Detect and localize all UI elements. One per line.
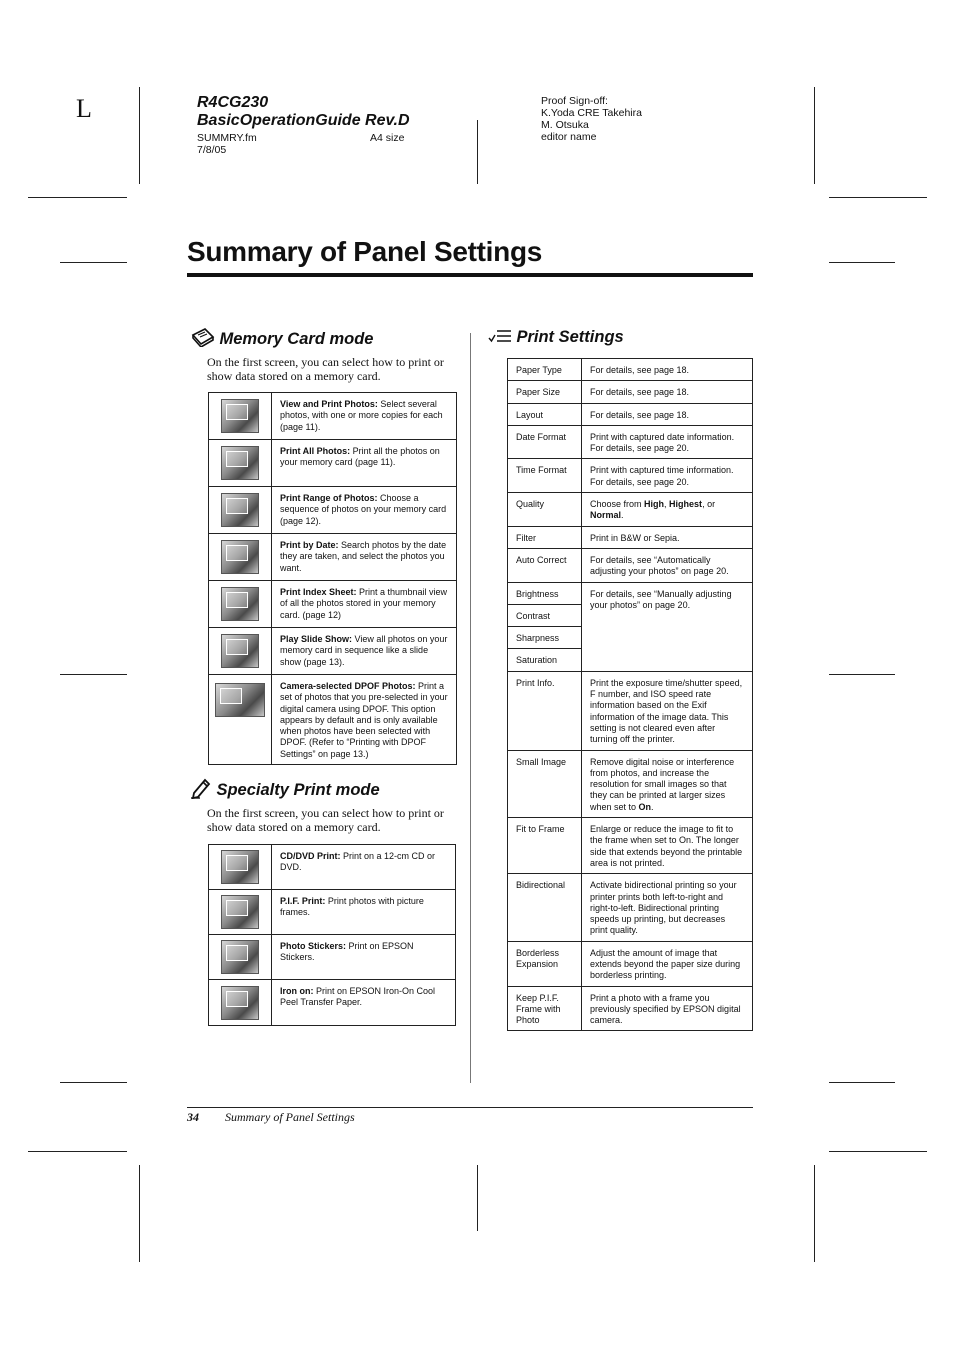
- proof-line: K.Yoda CRE Takehira: [541, 107, 642, 119]
- table-row: Layout For details, see page 18.: [508, 403, 753, 425]
- table-row: Print Info. Print the exposure time/shutter speed, F number, and ISO speed rate information based on the Exif information of the image data. This setting is not cleared even after turning off the printer.: [508, 671, 753, 750]
- crop-mark: [814, 87, 815, 184]
- camera-dpof-icon: [215, 683, 265, 717]
- table-row: Play Slide Show: View all photos on your memory card in sequence like a slide show (page 13).: [209, 628, 457, 675]
- crop-mark: [814, 1165, 815, 1262]
- crop-mark: [477, 1165, 478, 1231]
- footer-rule: [187, 1107, 753, 1108]
- proof-line: editor name: [541, 131, 597, 143]
- pif-frame-icon: [221, 895, 259, 929]
- doc-guide-name: BasicOperationGuide Rev.D: [197, 112, 410, 129]
- table-row: Brightness For details, see “Manually adjusting your photos” on page 20.: [508, 582, 753, 604]
- table-row: Quality Choose from High, Highest, or Normal.: [508, 493, 753, 527]
- slide-show-icon: [221, 634, 259, 668]
- memory-card-icon: [191, 327, 215, 347]
- table-row: Auto Correct For details, see “Automatically adjusting your photos” on page 20.: [508, 548, 753, 582]
- crop-mark: [829, 674, 895, 675]
- page-title: Summary of Panel Settings: [187, 236, 543, 267]
- view-print-photos-icon: [221, 399, 259, 433]
- print-by-date-icon: [221, 540, 259, 574]
- table-row: Paper Size For details, see page 18.: [508, 381, 753, 403]
- specialty-heading: [190, 777, 380, 800]
- memory-card-heading: [191, 327, 374, 349]
- crop-mark: [829, 262, 895, 263]
- table-row: Bidirectional Activate bidirectional printing so your printer prints both left-to-right and right-to-left. Bidirectional printing speeds up printing, but decreases print quality.: [508, 874, 753, 941]
- doc-header: [197, 94, 410, 130]
- table-row: Sharpness: [508, 627, 753, 649]
- table-row: Saturation: [508, 649, 753, 671]
- crop-mark: [28, 197, 127, 198]
- table-row: Print Range of Photos: Choose a sequence of photos on your memory card (page 12).: [209, 487, 457, 534]
- table-row: Photo Stickers: Print on EPSON Stickers.: [209, 935, 456, 980]
- memory-card-table: [208, 392, 457, 765]
- crop-mark: [28, 1151, 127, 1152]
- section-title: Print Settings: [516, 328, 624, 346]
- index-sheet-icon: [221, 587, 259, 621]
- crop-mark: [60, 674, 127, 675]
- page-footer: [187, 1110, 355, 1125]
- table-row: Print Index Sheet: Print a thumbnail view of all the photos stored in your memory card. (page 12): [209, 581, 457, 628]
- doc-size: A4 size: [370, 132, 405, 144]
- crop-mark: [829, 1082, 895, 1083]
- doc-date: 7/8/05: [197, 144, 227, 156]
- memory-card-intro: On the first screen, you can select how to print or show data stored on a memory card.: [207, 355, 444, 383]
- crop-mark: [829, 197, 927, 198]
- pencil-icon: [190, 777, 212, 799]
- table-row: Keep P.I.F. Frame with Photo Print a photo with a frame you previously specified by EPSON digital camera.: [508, 986, 753, 1031]
- table-row: Paper Type For details, see page 18.: [508, 359, 753, 381]
- crop-mark: [139, 1165, 140, 1262]
- section-title: Specialty Print mode: [216, 781, 380, 799]
- proof-line: M. Otsuka: [541, 119, 589, 131]
- iron-on-icon: [221, 986, 259, 1020]
- print-settings-heading: [488, 327, 624, 347]
- table-row: Filter Print in B&W or Sepia.: [508, 526, 753, 548]
- table-row: Date Format Print with captured date information. For details, see page 20.: [508, 425, 753, 459]
- table-row: Print by Date: Search photos by the date they are taken, and select the photos you want.: [209, 534, 457, 581]
- table-row: Time Format Print with captured time information. For details, see page 20.: [508, 459, 753, 493]
- doc-code: R4CG230: [197, 94, 269, 111]
- specialty-intro: On the first screen, you can select how to print or show data stored on a memory card.: [207, 806, 444, 834]
- table-row: Print All Photos: Print all the photos on your memory card (page 11).: [209, 440, 457, 487]
- proof-signoff: [541, 95, 642, 143]
- specialty-table: [208, 844, 456, 1026]
- crop-mark: [829, 1151, 927, 1152]
- doc-file: SUMMRY.fm: [197, 132, 257, 144]
- print-all-photos-icon: [221, 446, 259, 480]
- checklist-icon: [488, 327, 512, 345]
- corner-letter: L: [76, 94, 92, 123]
- crop-mark: [477, 120, 478, 184]
- page-number: 34: [187, 1110, 199, 1124]
- crop-mark: [139, 87, 140, 184]
- footer-section: Summary of Panel Settings: [225, 1110, 355, 1124]
- cd-dvd-icon: [221, 850, 259, 884]
- crop-mark: [60, 262, 127, 263]
- table-row: Borderless Expansion Adjust the amount of image that extends beyond the paper size during borderless printing.: [508, 941, 753, 986]
- print-settings-table: [507, 358, 753, 1031]
- table-row: View and Print Photos: Select several photos, with one or more copies for each (page 11).: [209, 393, 457, 440]
- crop-mark: [60, 1082, 127, 1083]
- table-row: Iron on: Print on EPSON Iron-On Cool Peel Transfer Paper.: [209, 980, 456, 1026]
- table-row: Camera-selected DPOF Photos: Print a set of photos that you pre-selected in your digital camera using DPOF. This option appears by default and is only available when photos have been selected with DPOF. (Refer to “Printing with DPOF Settings” on page 13.): [209, 675, 457, 765]
- proof-line: Proof Sign-off:: [541, 95, 608, 107]
- photo-stickers-icon: [221, 940, 259, 974]
- print-range-icon: [221, 493, 259, 527]
- title-rule: [187, 273, 753, 277]
- table-row: Fit to Frame Enlarge or reduce the image to fit to the frame when set to On. The longer side that extends beyond the printable area is not printed.: [508, 818, 753, 874]
- table-row: Contrast: [508, 604, 753, 626]
- table-row: CD/DVD Print: Print on a 12-cm CD or DVD.: [209, 845, 456, 890]
- table-row: Small Image Remove digital noise or interference from photos, and increase the resolution for small images so that they can be printed at larger sizes when set to On.: [508, 750, 753, 817]
- section-title: Memory Card mode: [219, 330, 374, 348]
- table-row: P.I.F. Print: Print photos with picture frames.: [209, 890, 456, 935]
- column-divider: [470, 333, 471, 1083]
